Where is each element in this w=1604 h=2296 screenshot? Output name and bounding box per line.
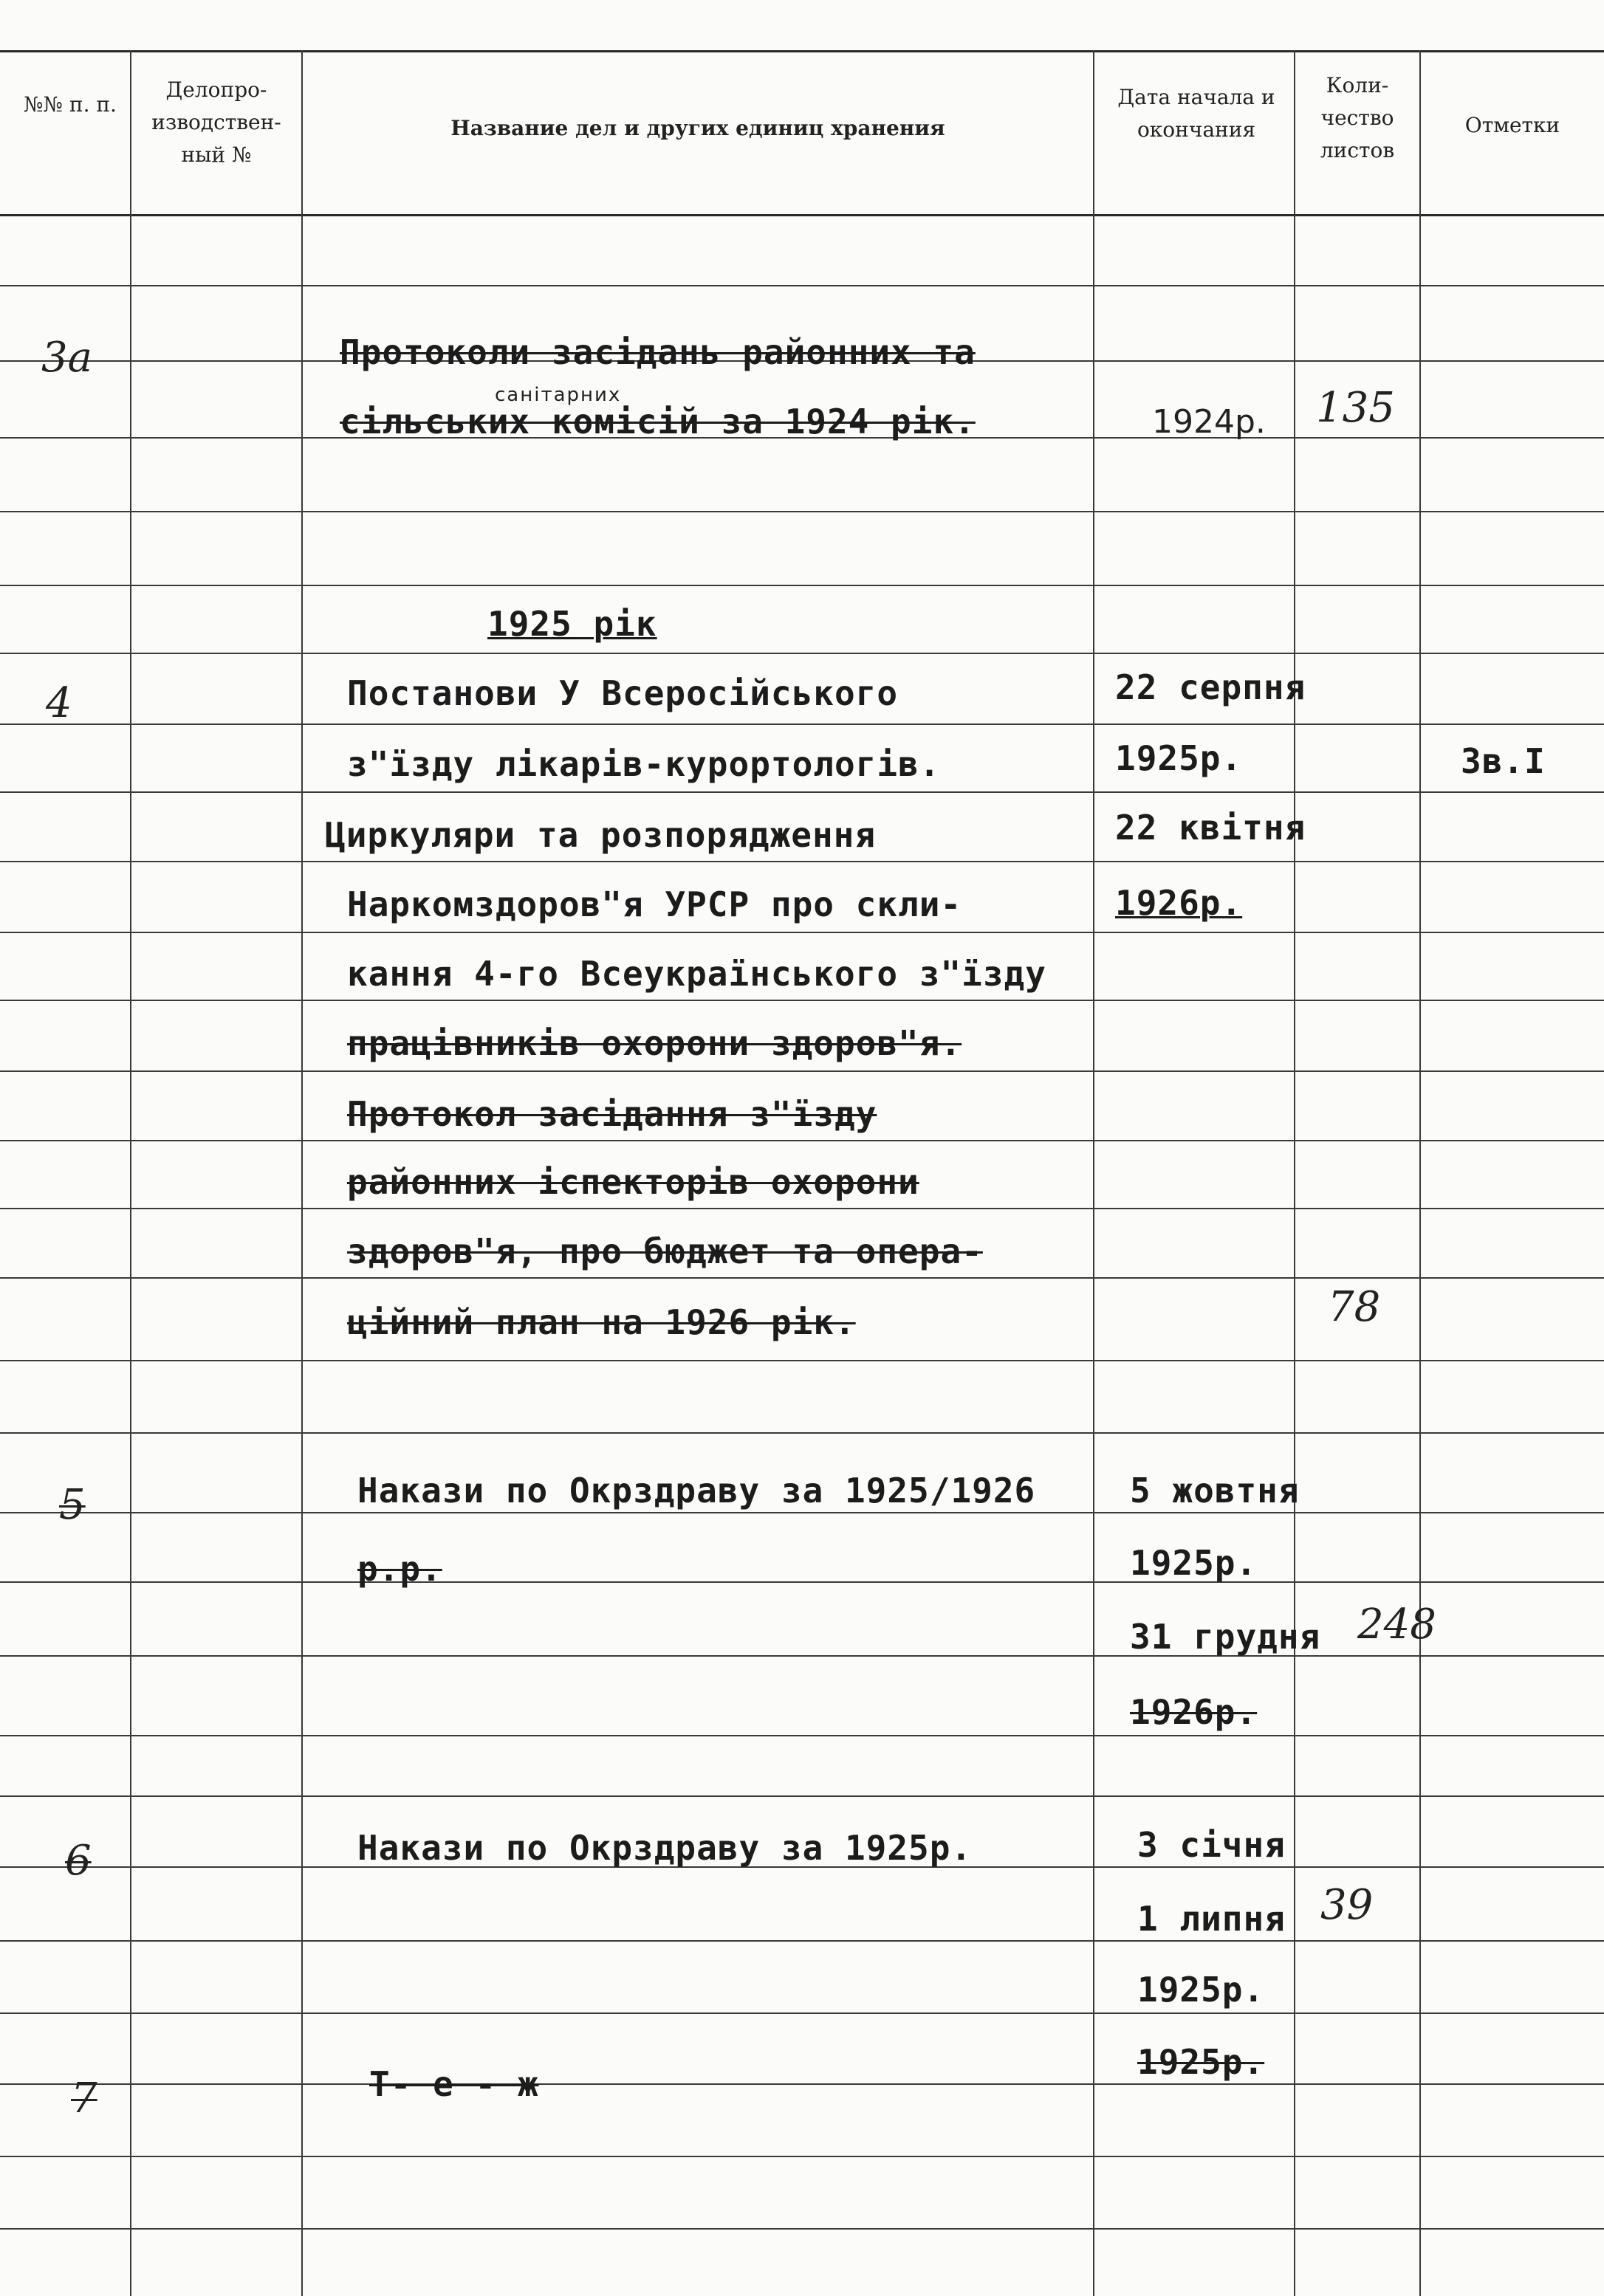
record-title-line: працівників охорони здоров"я. (347, 1023, 962, 1063)
record-title-line: Накази по Окрздраву за 1925/1926 (357, 1471, 1036, 1510)
column-divider (1093, 50, 1094, 2296)
row-number: 6 (65, 1837, 92, 1885)
record-title-line: сільських комісій за 1924 рік. (340, 402, 976, 441)
record-title-line: Протоколи засідань районних та (340, 332, 976, 372)
ruled-line (0, 932, 1604, 933)
record-title-insertion: санітарних (495, 384, 622, 406)
ruled-line (0, 2013, 1604, 2014)
ruled-line (0, 2228, 1604, 2230)
ruled-line (0, 585, 1604, 586)
record-sheet-count: 135 (1316, 384, 1395, 432)
ruled-line (0, 511, 1604, 512)
record-title-line: з"їзду лікарів-курортологів. (347, 744, 941, 784)
record-date: 1924р. (1152, 403, 1266, 441)
record-sheet-count: 39 (1320, 1881, 1374, 1929)
ruled-line (0, 1208, 1604, 1209)
ruled-line (0, 2156, 1604, 2157)
table-top-border (0, 50, 1604, 52)
ruled-line (0, 1655, 1604, 1657)
record-title-line: Постанови У Всеросійського (347, 673, 899, 713)
row-number: 4 (46, 679, 72, 727)
ruled-line (0, 1512, 1604, 1513)
record-title-line: р.р. (357, 1549, 442, 1589)
record-title-line: ційний план на 1926 рік. (347, 1302, 856, 1342)
record-date: 22 квітня (1115, 808, 1306, 848)
ruled-line (0, 1940, 1604, 1942)
ruled-line (0, 1735, 1604, 1736)
record-title-line: Протокол засідання з"їзду (347, 1094, 877, 1134)
row-number: 7 (71, 2075, 97, 2123)
record-date: 3 січня (1137, 1825, 1286, 1865)
record-title-line: Циркуляри та розпорядження (325, 815, 877, 855)
header-bottom-border (0, 214, 1604, 216)
ruled-line (0, 2083, 1604, 2085)
ruled-line (0, 723, 1604, 725)
record-date: 1925р. (1137, 1970, 1265, 2010)
header-title: Название дел и других единиц хранения (450, 116, 945, 140)
ruled-line (0, 1277, 1604, 1279)
header-sheets: Коли- чество листов (1320, 73, 1395, 162)
record-title-line: Наркомздоров"я УРСР про скли- (347, 884, 962, 924)
header-notes: Отметки (1464, 113, 1560, 137)
record-sheet-count: 248 (1357, 1601, 1436, 1649)
ruled-line (0, 1360, 1604, 1361)
record-date: 5 жовтня (1130, 1471, 1300, 1510)
row-number: 5 (59, 1481, 86, 1529)
record-date: 1925р. (1115, 738, 1243, 778)
header-dates: Дата начала и окончания (1117, 85, 1275, 142)
record-title-line: кання 4-го Всеукраїнського з"їзду (347, 954, 1046, 994)
column-divider (1294, 50, 1295, 2296)
record-title-line: Накази по Окрздраву за 1925р. (357, 1828, 973, 1868)
ruled-line (0, 1140, 1604, 1141)
record-notes: Зв.І (1461, 741, 1546, 781)
ruled-line (0, 1795, 1604, 1797)
column-divider (301, 50, 303, 2296)
ruled-line (0, 791, 1604, 793)
ruled-line (0, 1070, 1604, 1072)
ruled-line (0, 861, 1604, 862)
column-divider (1419, 50, 1421, 2296)
ruled-line (0, 1581, 1604, 1583)
record-title-line: здоров"я, про бюджет та опера- (347, 1231, 983, 1271)
record-title-line: Т- е - ж (369, 2064, 539, 2104)
ruled-line (0, 653, 1604, 654)
ruled-line (0, 1432, 1604, 1434)
record-date: 31 грудня (1130, 1617, 1321, 1657)
record-date: 1925р. (1130, 1543, 1258, 1583)
ruled-line (0, 1000, 1604, 1001)
ruled-line (0, 285, 1604, 286)
record-date: 1926р. (1130, 1692, 1258, 1732)
record-date: 1 липня (1137, 1899, 1286, 1939)
header-office-number: Делопро- изводствен- ный № (151, 78, 281, 167)
row-number: 3а (41, 334, 93, 382)
record-sheet-count: 78 (1328, 1283, 1381, 1331)
section-heading: 1925 рік (487, 604, 657, 644)
record-date: 22 серпня (1115, 667, 1306, 707)
record-title-line: районних іспекторів охорони (347, 1162, 919, 1202)
record-date: 1925р. (1137, 2042, 1265, 2082)
record-date: 1926р. (1115, 883, 1243, 923)
column-divider (130, 50, 131, 2296)
header-number: №№ п. п. (24, 92, 117, 117)
